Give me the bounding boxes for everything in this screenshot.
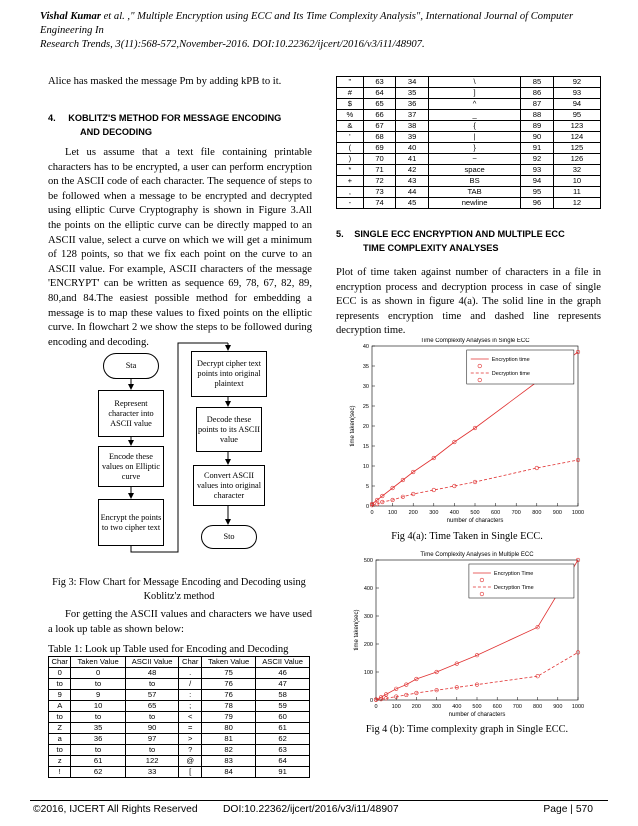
running-header [40,10,605,52]
footer [33,804,593,815]
x-tick-label: 1000 [571,704,585,710]
table-cell: 65 [125,701,179,712]
table-cell: ! [49,767,71,778]
table-cell: ' [337,132,364,143]
table-row [49,723,310,734]
table-cell: to [49,712,71,723]
y-tick-label: 100 [363,670,373,676]
table-cell: 76 [201,679,255,690]
section-4-number: 4. [48,113,56,123]
table-cell: 124 [553,132,600,143]
y-tick-label: 10 [362,464,369,470]
table-cell: to [125,712,179,723]
legend-label: Encryption time [491,357,530,363]
table-header-cell: Char [179,657,201,668]
table-row [337,121,601,132]
table-cell: space [428,165,520,176]
y-tick-label: 0 [365,504,369,510]
table-row [337,165,601,176]
table-cell: 64 [363,88,396,99]
table-cell: < [179,712,201,723]
table-header-cell: ASCII Value [125,657,179,668]
table-row [49,767,310,778]
x-tick-label: 700 [512,704,522,710]
table-cell: 11 [553,187,600,198]
table-cell: 71 [363,165,396,176]
paragraph-koblitz: Let us assume that a text file containing printable characters has to be encrypted, a user can perform encryption on the ASCII code of each character. The sequence of steps to be followed when a message to be encrypted and decrypted using elliptic Curve Cryptography is shown in Figure 3.All the points on the elliptic curve can be directly mapped to an ASCII value, select a curve on which we will get a minimum of 128 points, so that we fix each point on the curve to an ASCII value. For example, ASCII characters of the message 'ENCRYPT' can be written as sequence 69, 78, 67, 82, 89, 80,and 84.The easiest possible method for embedding a message is to map these values to fixed points on the elliptic curve. In flowchart 2 we show the steps to be followed during encoding and decoding. [48,147,312,348]
table-cell: 64 [256,756,310,767]
x-tick-label: 0 [370,510,374,516]
table-row [337,198,601,209]
x-tick-label: 600 [492,704,502,710]
table-row [337,132,601,143]
table-cell: 80 [201,723,255,734]
table-cell: 66 [363,110,396,121]
legend-label: Encryption Time [493,571,534,577]
table-cell: 95 [521,187,554,198]
flow-decrypt-node: Decrypt cipher text points into original plaintext [191,351,267,397]
legend-box [467,350,574,384]
legend-label: Decryption Time [493,585,534,591]
table-cell: 39 [396,132,429,143]
table-cell: $ [337,99,364,110]
table-cell: 73 [363,187,396,198]
table-cell: ] [428,88,520,99]
table-cell: , [337,187,364,198]
y-tick-label: 0 [369,698,373,704]
x-tick-label: 800 [533,704,543,710]
table-cell: : [179,690,201,701]
table-cell: 78 [201,701,255,712]
alice-line: Alice has masked the message Pm by adding kPB to it. [48,76,282,87]
y-tick-label: 35 [362,364,369,370]
table-cell: \ [428,77,520,88]
table-cell: 60 [256,712,310,723]
table-cell: to [71,712,125,723]
table-cell: 97 [125,734,179,745]
table-cell: ( [337,143,364,154]
x-tick-label: 500 [472,704,482,710]
table-cell: to [49,679,71,690]
table-cell: / [179,679,201,690]
table-cell: 47 [256,679,310,690]
table-row [49,668,310,679]
y-axis-label: time taken(sec) [350,405,356,447]
flow-start-node: Sta [103,353,159,379]
legend-box [469,564,574,598]
table-cell: 90 [125,723,179,734]
table-cell: 57 [125,690,179,701]
table-cell: 75 [201,668,255,679]
table-cell: 95 [553,110,600,121]
table-cell: 89 [521,121,554,132]
table-cell: 35 [396,88,429,99]
table-header-cell: ASCII Value [256,657,310,668]
table-row [337,77,601,88]
table-cell: . [179,668,201,679]
x-tick-label: 200 [411,704,421,710]
table-cell: 122 [125,756,179,767]
table-cell: to [71,679,125,690]
y-tick-label: 500 [363,558,373,564]
footer-doi: DOI:10.22362/ijcert/2016/v3/i11/48907 [223,804,399,815]
x-tick-label: 800 [532,510,542,516]
table-cell: 9 [71,690,125,701]
table-cell: - [337,198,364,209]
table-cell: 125 [553,143,600,154]
y-tick-label: 15 [362,444,369,450]
table-cell: 0 [71,668,125,679]
table-cell: 69 [363,143,396,154]
table-cell: 72 [363,176,396,187]
table-body [49,668,310,778]
chart-title: Time Complexity Analyses in Multiple ECC [420,552,534,558]
table-cell: 70 [363,154,396,165]
table-cell: to [125,745,179,756]
table-cell: 123 [553,121,600,132]
table-cell: 48 [125,668,179,679]
table-cell: @ [179,756,201,767]
table-cell: 67 [363,121,396,132]
flow-encode-node: Encode these values on Elliptic curve [98,446,164,487]
chart-title: Time Complexity Analyses in Single ECC [420,338,530,344]
table-cell: ~ [428,154,520,165]
table-body [337,77,601,209]
table-cell: to [71,745,125,756]
table-cell: 68 [363,132,396,143]
y-tick-label: 20 [362,424,369,430]
x-tick-label: 300 [429,510,439,516]
table-cell: 10 [553,176,600,187]
flow-represent-node: Represent character into ASCII value [98,390,164,437]
y-tick-label: 25 [362,404,369,410]
table-cell: 62 [71,767,125,778]
table-row [49,701,310,712]
table-cell: 94 [553,99,600,110]
table-cell: 43 [396,176,429,187]
x-tick-label: 600 [491,510,501,516]
table-header-cell: Taken Value [71,657,125,668]
header-citation-2: Research Trends, 3(11):568-572,November-2016. DOI:10.22362/ijcert/2016/v3/i11/48907. [40,39,425,50]
table-cell: A [49,701,71,712]
y-tick-label: 5 [365,484,369,490]
table-header-cell: Taken Value [201,657,255,668]
section-5-title-2: TIME COMPLEXITY ANALYSES [363,243,499,253]
flow-decode-node: Decode these points to its ASCII value [196,407,262,452]
lookup-table-left [48,656,310,778]
table-header-cell: Char [49,657,71,668]
lookup-table-right [336,76,601,209]
table-cell: 37 [396,110,429,121]
table-cell: 40 [396,143,429,154]
table-cell: 79 [201,712,255,723]
chart-multiple-ecc [346,546,594,722]
flowchart [90,340,290,565]
section-4-title-2: AND DECODING [80,127,152,137]
table-cell: 61 [256,723,310,734]
x-tick-label: 0 [374,704,378,710]
table-cell: 59 [256,701,310,712]
table-cell: ^ [428,99,520,110]
table-cell: 90 [521,132,554,143]
table-cell: 93 [553,88,600,99]
table-row [49,679,310,690]
section-5-title-1: SINGLE ECC ENCRYPTION AND MULTIPLE ECC [354,229,565,239]
section-4-heading [48,111,308,139]
table-cell: to [49,745,71,756]
fig3-caption-line2: Koblitz'z method [143,591,215,602]
table-cell: to [125,679,179,690]
flow-convert-node: Convert ASCII values into original character [193,465,265,506]
table-cell: # [337,88,364,99]
table-cell: | [428,132,520,143]
y-tick-label: 40 [362,344,369,350]
table-cell: _ [428,110,520,121]
table-cell: 76 [201,690,255,701]
header-author: Vishal Kumar [40,11,101,22]
table-cell: BS [428,176,520,187]
table-cell: 10 [71,701,125,712]
header-citation: et al. ," Multiple Encryption using ECC and Its Time Complexity Analysis", International Journal of Computer Engineering In [40,11,574,36]
x-axis-label: number of characters [446,518,504,524]
legend-label: Decryption time [491,371,530,377]
table-cell: 81 [201,734,255,745]
table-cell: 12 [553,198,600,209]
table-cell: 126 [553,154,600,165]
table-cell: & [337,121,364,132]
fig4a-caption: Fig 4(a): Time Taken in Single ECC. [391,531,543,542]
table-cell: 84 [201,767,255,778]
table-cell: 96 [521,198,554,209]
table-cell: { [428,121,520,132]
x-tick-label: 900 [553,704,563,710]
table-cell: 33 [125,767,179,778]
table-cell: 42 [396,165,429,176]
table-row [337,154,601,165]
x-tick-label: 400 [452,704,462,710]
table-row [49,712,310,723]
table-cell: 46 [256,668,310,679]
x-tick-label: 1000 [571,510,585,516]
x-tick-label: 700 [511,510,521,516]
table-cell: z [49,756,71,767]
table-cell: 45 [396,198,429,209]
table-cell: % [337,110,364,121]
footer-page-number: Page | 570 [543,804,593,815]
y-axis-label: time taken(sec) [354,609,360,651]
table-cell: 36 [396,99,429,110]
table-cell: 32 [553,165,600,176]
table-cell: 74 [363,198,396,209]
section-4-title-1: KOBLITZ'S METHOD FOR MESSAGE ENCODING [68,113,282,123]
table-cell: ; [179,701,201,712]
footer-copyright: ©2016, IJCERT All Rights Reserved [33,804,198,815]
table-cell: " [337,77,364,88]
table-header-row [49,657,310,668]
table-cell: 0 [49,668,71,679]
y-tick-label: 400 [363,586,373,592]
table-cell: 62 [256,734,310,745]
table-cell: 41 [396,154,429,165]
table-row [49,734,310,745]
x-tick-label: 500 [470,510,480,516]
x-tick-label: 100 [388,510,398,516]
table-cell: 91 [521,143,554,154]
table-cell: + [337,176,364,187]
table-row [49,690,310,701]
table-row [337,187,601,198]
table-row [337,99,601,110]
table-cell: 58 [256,690,310,701]
table-cell: } [428,143,520,154]
table-cell: 44 [396,187,429,198]
table-cell: 92 [521,154,554,165]
table-1-title: Table 1: Look up Table used for Encoding and Decoding [48,644,289,655]
table-cell: TAB [428,187,520,198]
table-cell: ? [179,745,201,756]
table-cell: 61 [71,756,125,767]
y-tick-label: 300 [363,614,373,620]
table-cell: 36 [71,734,125,745]
y-tick-label: 200 [363,642,373,648]
section-5-heading [336,227,606,255]
table-row [337,110,601,121]
fig3-caption [44,576,314,604]
footer-rule [30,800,608,801]
table-cell: ) [337,154,364,165]
table-cell: Z [49,723,71,734]
table-cell: 91 [256,767,310,778]
x-tick-label: 400 [449,510,459,516]
chart-single-ecc [344,338,594,528]
table-cell: = [179,723,201,734]
table-cell: 85 [521,77,554,88]
fig3-caption-line1: Fig 3: Flow Chart for Message Encoding and Decoding using [52,577,306,588]
table-cell: 92 [553,77,600,88]
x-tick-label: 900 [552,510,562,516]
table-cell: [ [179,767,201,778]
paragraph-lookup: For getting the ASCII values and characters we have used a look up table as shown below: [48,609,312,635]
table-cell: 93 [521,165,554,176]
table-cell: 83 [201,756,255,767]
x-tick-label: 100 [391,704,401,710]
table-row [49,756,310,767]
table-cell: 63 [256,745,310,756]
table-cell: > [179,734,201,745]
y-tick-label: 30 [362,384,369,390]
table-cell: 38 [396,121,429,132]
table-cell: 82 [201,745,255,756]
table-cell: 35 [71,723,125,734]
table-cell: 63 [363,77,396,88]
table-row [337,143,601,154]
section-5-number: 5. [336,229,344,239]
paragraph-time-analysis: Plot of time taken against number of characters in a file in encryption process and decryption process in case of single ECC is as shown in figure 4(a). The solid line in the graph represents encryption time and dashed line represents decryption time. [336,267,601,337]
table-cell: 65 [363,99,396,110]
table-cell: 86 [521,88,554,99]
table-row [337,176,601,187]
x-axis-label: number of characters [448,712,506,718]
table-row [337,88,601,99]
table-cell: 88 [521,110,554,121]
table-cell: a [49,734,71,745]
flow-stop-node: Sto [201,525,257,549]
flow-encrypt-node: Encrypt the points to two cipher text [98,499,164,546]
table-cell: 94 [521,176,554,187]
x-tick-label: 300 [432,704,442,710]
table-cell: * [337,165,364,176]
table-row [49,745,310,756]
table-cell: newline [428,198,520,209]
fig4b-caption: Fig 4 (b): Time complexity graph in Single ECC. [365,724,569,735]
table-cell: 34 [396,77,429,88]
table-cell: 87 [521,99,554,110]
x-tick-label: 200 [408,510,418,516]
table-cell: 9 [49,690,71,701]
